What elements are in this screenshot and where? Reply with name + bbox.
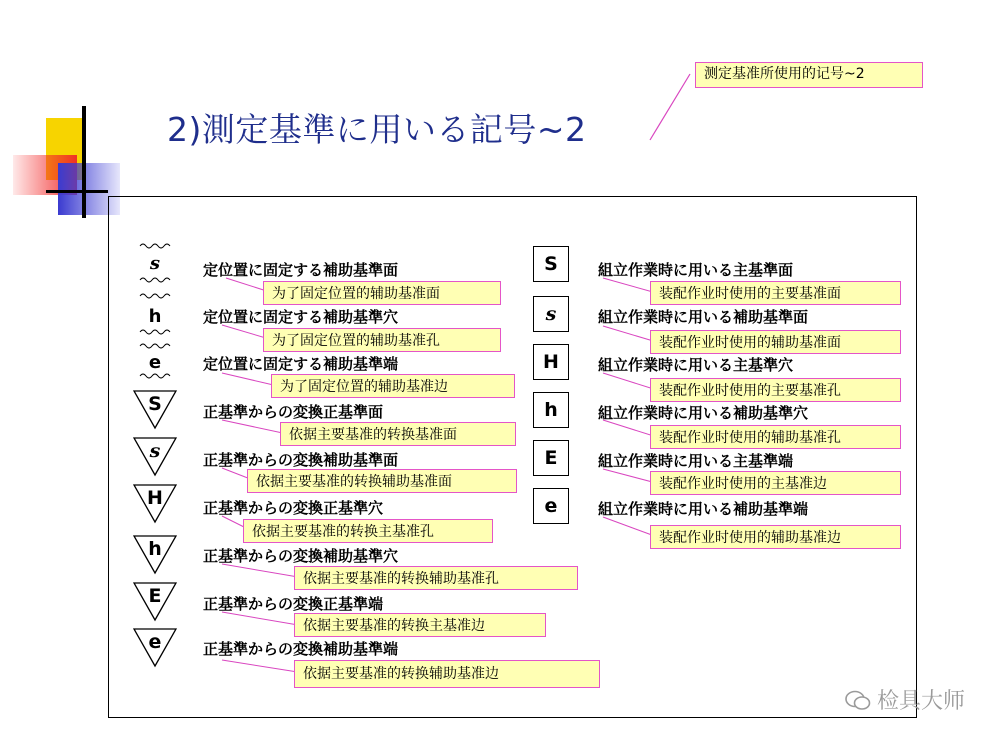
- jp-label: 正基準からの変換補助基準穴: [203, 547, 399, 565]
- box-symbol-e: e: [533, 488, 569, 524]
- symbol-label: 𝒔: [149, 440, 161, 462]
- symbol-label: S: [148, 393, 162, 415]
- cn-callout: 依据主要基准的转换辅助基准孔: [294, 566, 578, 590]
- cn-callout: 装配作业时使用的主要基准孔: [650, 378, 901, 402]
- symbol-label: h: [148, 306, 162, 327]
- cn-callout: 为了固定位置的辅助基准面: [263, 281, 501, 305]
- slide-title: 2)測定基準に用いる記号~2: [167, 110, 587, 149]
- jp-label: 組立作業時に用いる主基準穴: [598, 356, 794, 374]
- title-leader-line: [650, 74, 690, 140]
- jp-label: 正基準からの変換正基準面: [203, 403, 384, 421]
- jp-label: 定位置に固定する補助基準端: [203, 355, 399, 373]
- jp-label: 組立作業時に用いる主基準面: [598, 261, 794, 279]
- cn-callout: 依据主要基准的转换主基准孔: [243, 519, 493, 543]
- box-symbol-h: h: [533, 392, 569, 428]
- jp-label: 正基準からの変換正基準穴: [203, 499, 384, 517]
- cn-callout: 为了固定位置的辅助基准孔: [263, 328, 501, 352]
- cn-callout: 装配作业时使用的主要基准面: [650, 281, 901, 305]
- wavy-symbol-h: [138, 290, 172, 346]
- box-symbol-H: H: [533, 344, 569, 380]
- watermark: [845, 684, 965, 715]
- symbol-label: e: [148, 352, 162, 373]
- cn-callout: 依据主要基准的转换辅助基准边: [294, 660, 600, 688]
- jp-label: 組立作業時に用いる補助基準穴: [598, 404, 809, 422]
- cn-callout: 装配作业时使用的辅助基准孔: [650, 425, 901, 449]
- symbol-label: 𝒔: [149, 253, 161, 274]
- jp-label: 組立作業時に用いる補助基準端: [598, 500, 809, 518]
- box-symbol-E: E: [533, 440, 569, 476]
- triangle-symbol-e: [133, 628, 177, 668]
- jp-label: 定位置に固定する補助基準穴: [203, 308, 399, 326]
- cn-callout: 依据主要基准的转换基准面: [280, 422, 516, 446]
- triangle-symbol-E: [133, 582, 177, 622]
- cn-callout: 装配作业时使用的辅助基准边: [650, 525, 901, 549]
- symbol-label: E: [148, 585, 162, 607]
- jp-label: 組立作業時に用いる補助基準面: [598, 308, 809, 326]
- triangle-symbol-S: [133, 390, 177, 430]
- cn-callout: 装配作业时使用的辅助基准面: [650, 330, 901, 354]
- jp-label: 定位置に固定する補助基準面: [203, 261, 399, 279]
- jp-label: 組立作業時に用いる主基準端: [598, 452, 794, 470]
- symbol-label: e: [148, 631, 162, 653]
- cn-callout: 依据主要基准的转换主基准边: [294, 613, 546, 637]
- watermark-text: 检具大师: [876, 689, 965, 714]
- chat-bubble-icon: [845, 689, 871, 711]
- cn-callout: 为了固定位置的辅助基准边: [271, 374, 515, 398]
- triangle-symbol-H: [133, 484, 177, 524]
- symbol-label: H: [147, 487, 163, 509]
- box-symbol-s: 𝒔: [533, 296, 569, 332]
- cn-callout: 装配作业时使用的主基准边: [650, 471, 901, 495]
- jp-label: 正基準からの変換正基準端: [203, 595, 384, 613]
- triangle-symbol-s: [133, 437, 177, 477]
- triangle-symbol-h: [133, 535, 177, 575]
- box-symbol-S: S: [533, 246, 569, 282]
- symbol-label: h: [148, 538, 162, 560]
- wavy-symbol-s: [138, 240, 172, 286]
- title-translation-callout: 测定基准所使用的记号~2: [695, 62, 923, 88]
- cn-callout: 依据主要基准的转换辅助基准面: [247, 469, 517, 493]
- jp-label: 正基準からの変換補助基準端: [203, 640, 399, 658]
- wavy-symbol-e: [138, 340, 172, 380]
- jp-label: 正基準からの変換補助基準面: [203, 451, 399, 469]
